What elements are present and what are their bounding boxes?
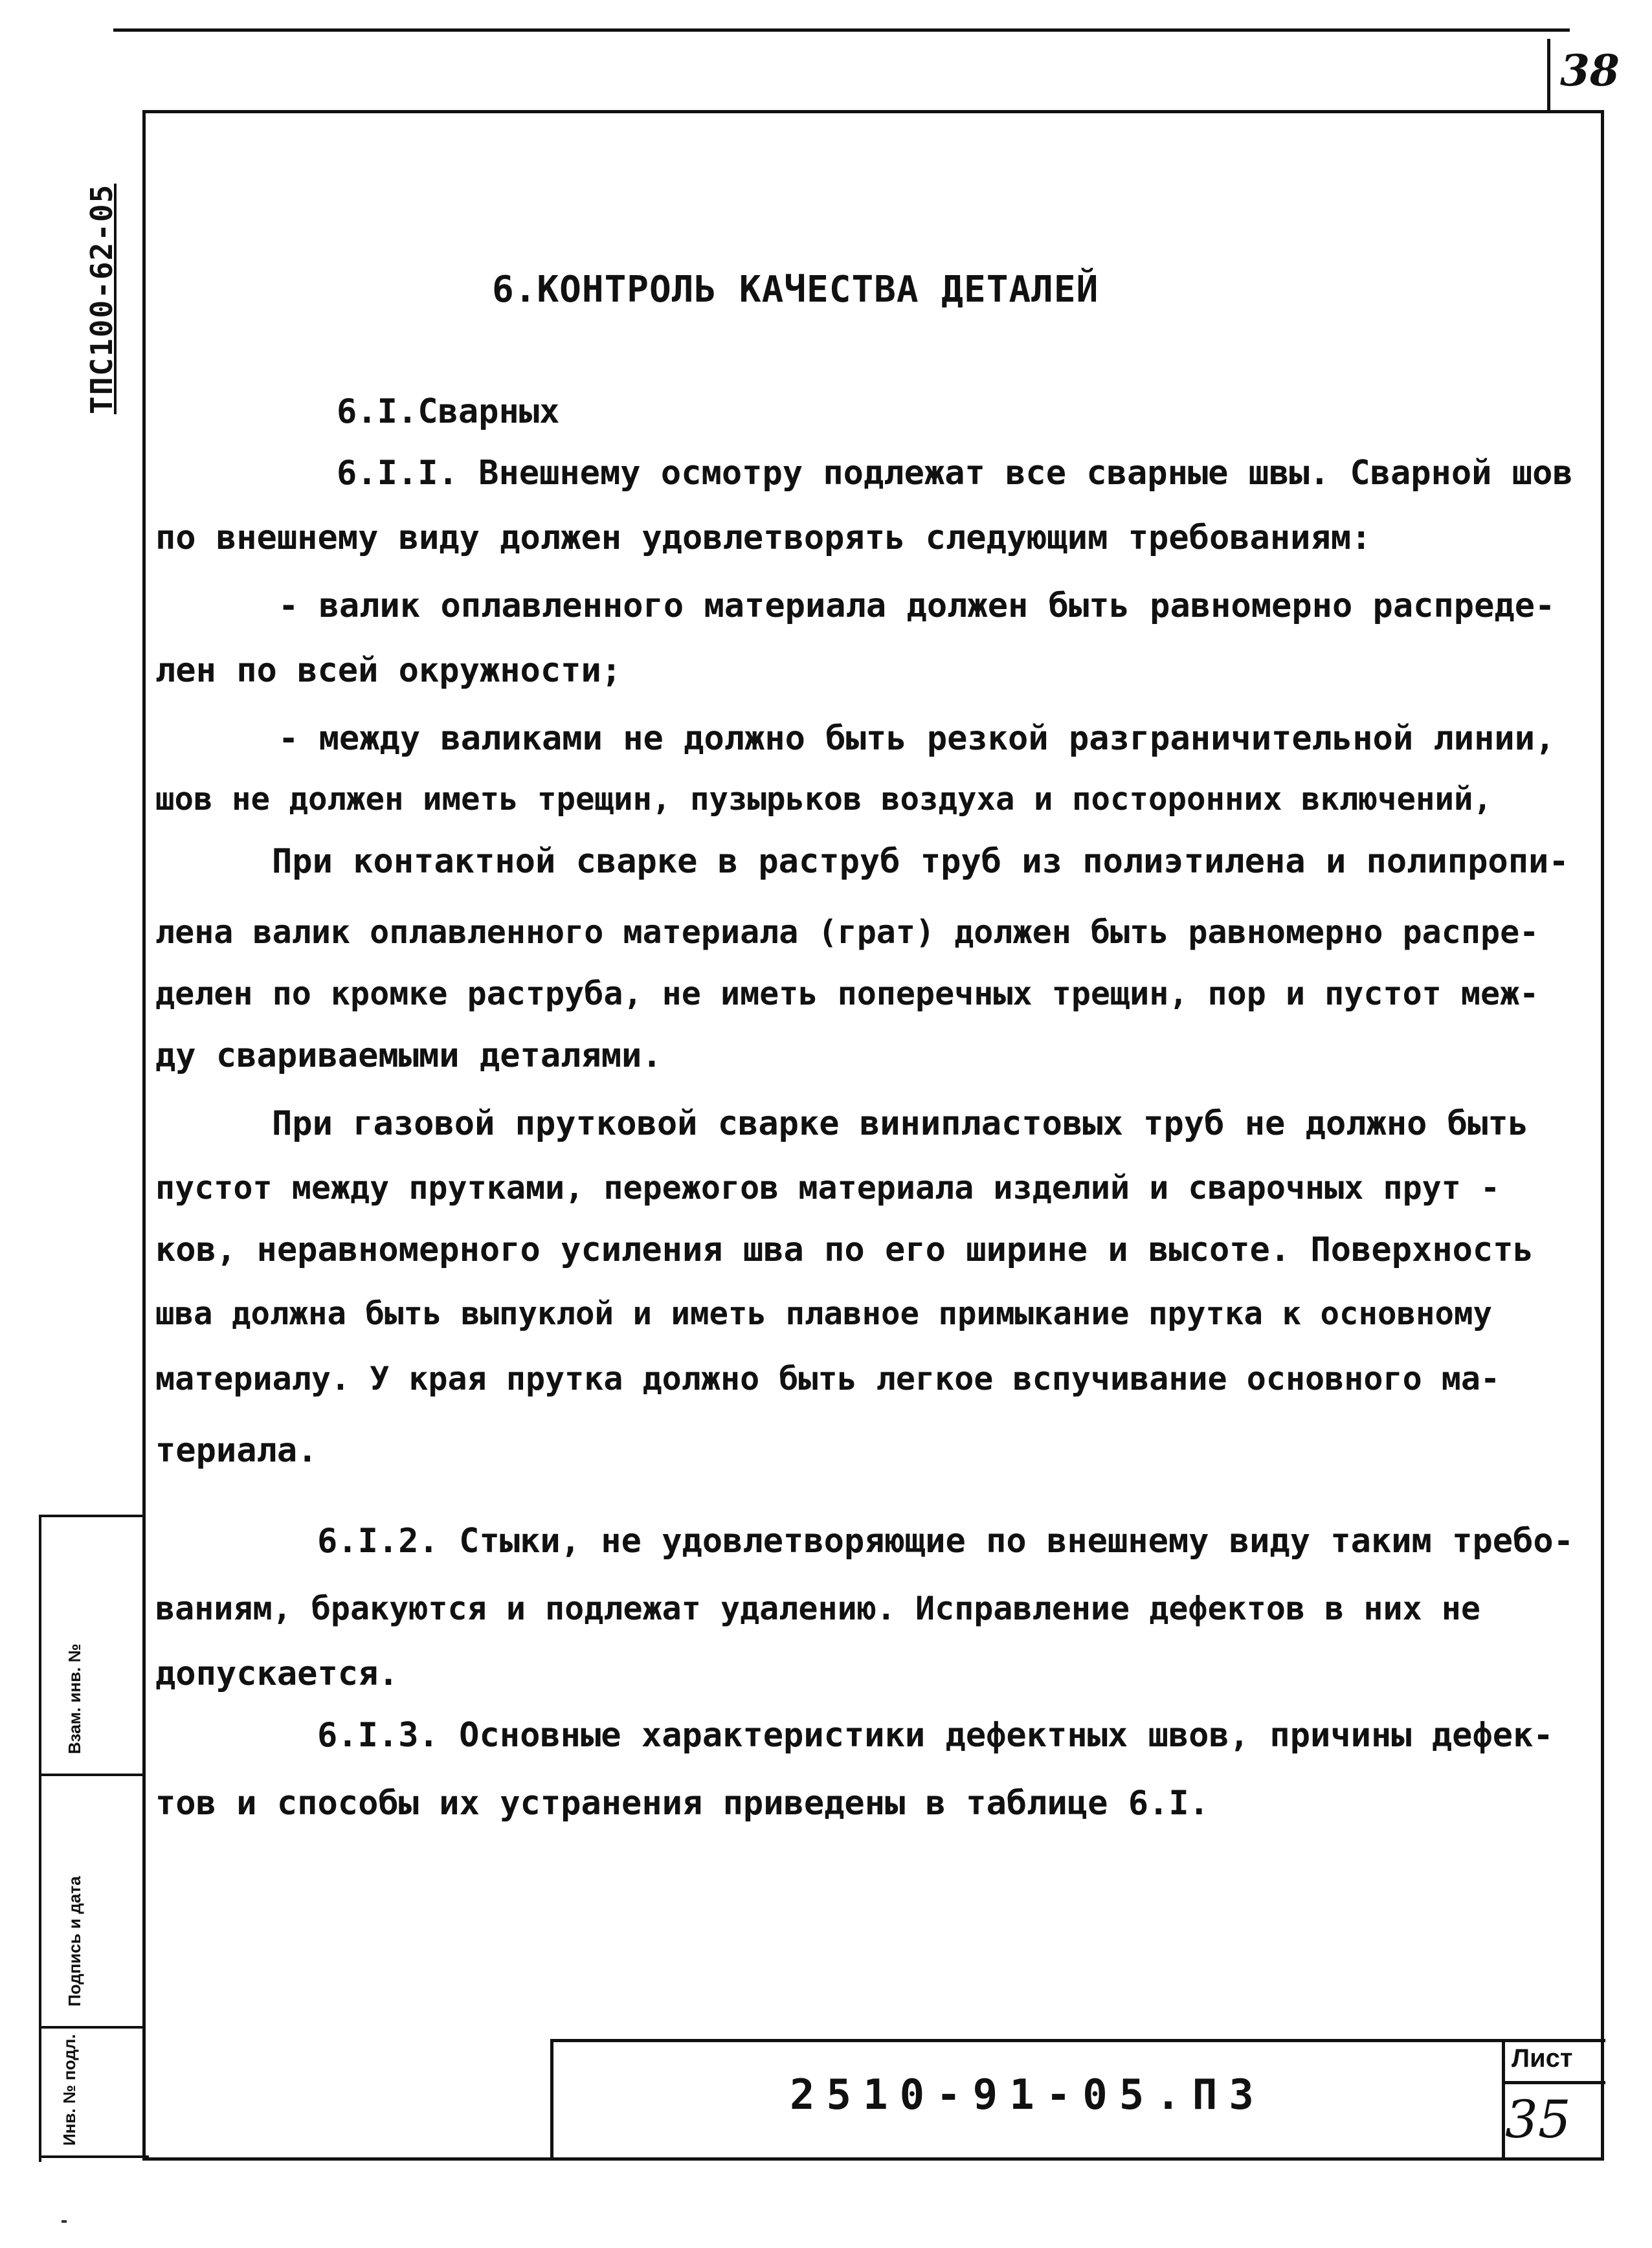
text-line: по внешнему виду должен удовлетворять следующим требованиям:	[155, 518, 1372, 557]
text-line: материалу. У края прутка должно быть легкое вспучивание основного ма-	[155, 1360, 1501, 1397]
text-line: ваниям, бракуются и подлежат удалению. Исправление дефектов в них не	[155, 1590, 1480, 1627]
section-title: 6.КОНТРОЛЬ КАЧЕСТВА ДЕТАЛЕЙ	[492, 269, 1099, 311]
text-line: ду свариваемыми деталями.	[155, 1036, 662, 1075]
subsection-heading: 6.I.Сварных	[337, 392, 560, 431]
text-line: - между валиками не должно быть резкой разграничительной линии,	[278, 719, 1556, 758]
stamp-divider	[41, 2026, 142, 2029]
text-line: 6.I.I. Внешнему осмотру подлежат все сварные швы. Сварной шов	[337, 454, 1573, 493]
stamp-strip-line	[39, 1515, 41, 2162]
text-line: ков, неравномерного усиления шва по его ширине и высоте. Поверхность	[155, 1230, 1534, 1269]
stamp-label-inv-podl: Инв. № подл.	[60, 2034, 79, 2146]
text-line: пустот между прутками, пережогов материала изделий и сварочных прут -	[155, 1169, 1501, 1207]
text-line: лен по всей окружности;	[155, 651, 622, 690]
text-line: При газовой прутковой сварке винипластовых труб не должно быть	[272, 1104, 1529, 1143]
page-number: 38	[1560, 45, 1620, 96]
text-line: допускается.	[155, 1654, 399, 1693]
sheet-number: 35	[1505, 2089, 1571, 2150]
text-line: лена валик оплавленного материала (грат) должен быть равномерно распре-	[155, 913, 1539, 951]
text-line: делен по кромке раструба, не иметь поперечных трещин, пор и пустот меж-	[155, 975, 1539, 1012]
sheet-label: Лист	[1512, 2044, 1573, 2073]
stamp-label-signature-date: Подпись и дата	[65, 1876, 84, 2007]
text-line: шов не должен иметь трещин, пузырьков воздуха и посторонних включений,	[155, 781, 1493, 818]
scan-speck	[61, 2220, 67, 2223]
text-line: - валик оплавленного материала должен быть равномерно распреде-	[278, 586, 1556, 625]
text-line: шва должна быть выпуклой и иметь плавное примыкание прутка к основному	[155, 1295, 1493, 1332]
text-line: При контактной сварке в раструб труб из полиэтилена и полипропи-	[272, 842, 1569, 881]
text-line: териала.	[155, 1431, 318, 1470]
text-line: тов и способы их устранения приведены в таблице 6.I.	[155, 1784, 1209, 1823]
stamp-divider	[41, 1774, 142, 1776]
stamp-divider	[41, 1515, 142, 1517]
sheet-cell-divider	[1502, 2081, 1605, 2084]
document-code: 2510-91-05.ПЗ	[790, 2071, 1266, 2119]
top-rule	[113, 28, 1570, 32]
stamp-label-vzam-inv: Взам. инв. №	[65, 1643, 84, 1754]
text-line: 6.I.2. Стыки, не удовлетворяющие по внешнему виду таким требо-	[317, 1522, 1574, 1561]
side-document-code: ТПС100-62-05	[84, 183, 119, 414]
stamp-strip-bottom	[39, 2155, 149, 2158]
text-line: 6.I.3. Основные характеристики дефектных швов, причины дефек-	[317, 1716, 1554, 1755]
